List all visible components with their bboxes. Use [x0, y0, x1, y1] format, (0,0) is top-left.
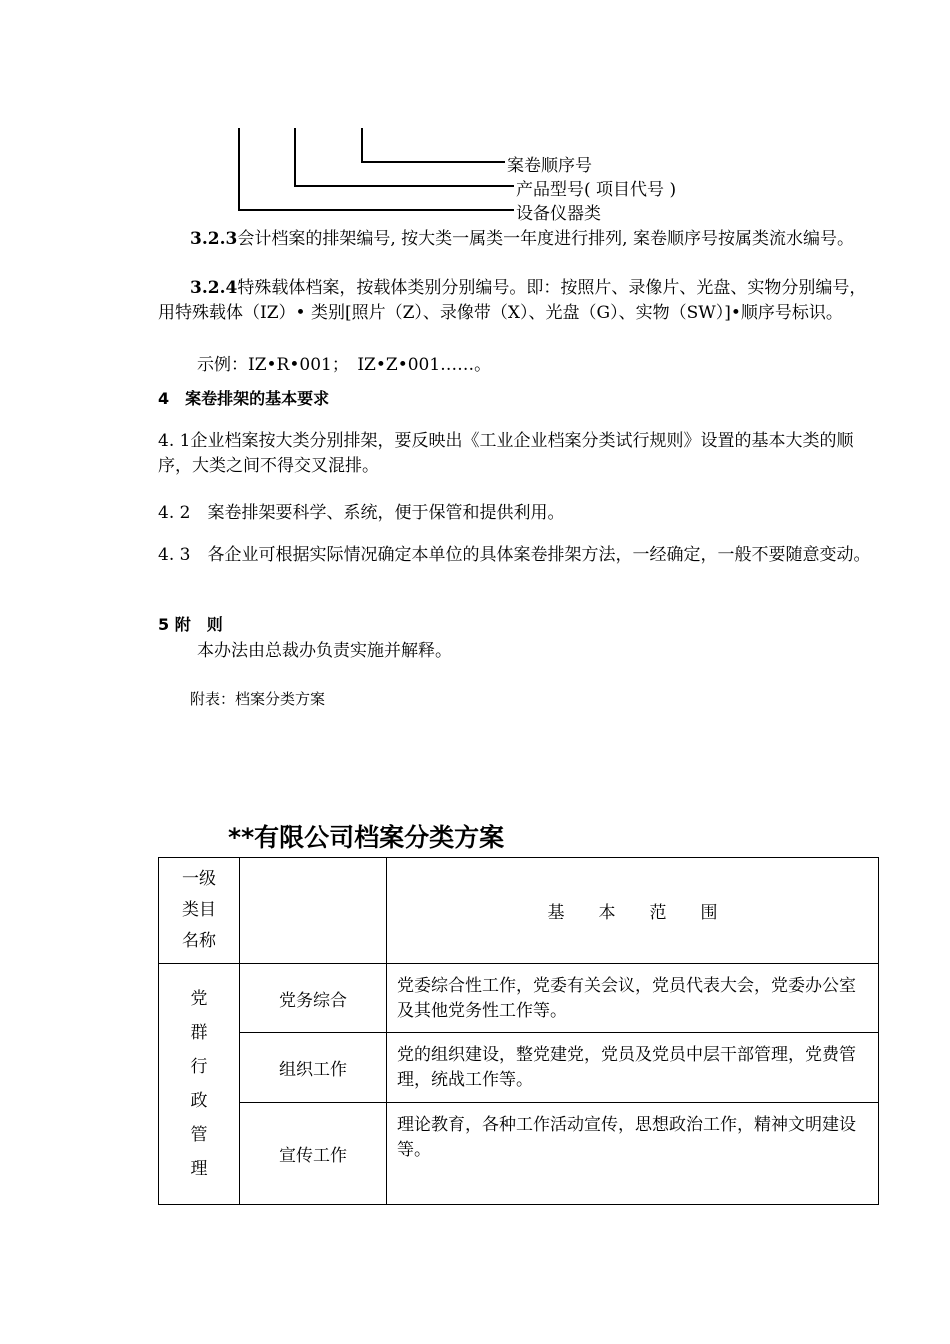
section-5-text: 本办法由总裁办负责实施并解释。 — [197, 641, 452, 661]
tree-vline-1 — [238, 128, 240, 210]
section-3-2-3-number: 3.2.3 — [190, 229, 238, 249]
row-scope: 党委综合性工作，党委有关会议，党员代表大会，党委办公室及其他党务性工作等。 — [387, 964, 879, 1033]
table-row — [159, 964, 879, 1033]
section-4-heading: 4 案卷排架的基本要求 — [158, 389, 330, 408]
tree-hline-1 — [361, 161, 505, 163]
section-4-3: 4. 3 各企业可根据实际情况确定本单位的具体案卷排架方法，一经确定，一般不要随意变动。 — [158, 545, 871, 565]
section-3-2-3 — [158, 227, 883, 252]
table-header-row — [159, 858, 879, 964]
row-scope: 党的组织建设，整党建党，党员及党员中层干部管理，党费管理，统战工作等。 — [387, 1033, 879, 1103]
tree-hline-3 — [238, 209, 514, 211]
section-4-2: 4. 2 案卷排架要科学、系统，便于保管和提供利用。 — [158, 503, 565, 523]
tree-vline-3 — [361, 128, 363, 162]
header-category-name: 一级 类目 名称 — [159, 858, 240, 964]
appendix-note: 附表：档案分类方案 — [190, 690, 326, 708]
tree-label-product-model: 产品型号( 项目代号 ) — [516, 180, 677, 200]
tree-vline-2 — [294, 128, 296, 186]
row-name: 宣传工作 — [240, 1103, 387, 1205]
tree-label-sequence: 案卷顺序号 — [507, 156, 592, 176]
section-3-2-3-text: 会计档案的排架编号, 按大类一属类一年度进行排列, 案卷顺序号按属类流水编号。 — [237, 229, 854, 249]
tree-hline-2 — [294, 185, 514, 187]
section-4-1: 4. 1企业档案按大类分别排架，要反映出《工业企业档案分类试行规则》设置的基本大类的顺序，大类之间不得交叉混排。 — [158, 431, 854, 476]
header-basic-scope: 基 本 范 围 — [387, 858, 879, 964]
classification-table — [158, 857, 879, 1205]
table-row — [159, 1103, 879, 1205]
row-name: 组织工作 — [240, 1033, 387, 1103]
row-name: 党务综合 — [240, 964, 387, 1033]
header-empty-cell — [240, 858, 387, 964]
section-3-2-4 — [158, 276, 883, 326]
section-3-2-4-number: 3.2.4 — [190, 278, 238, 298]
row-scope: 理论教育，各种工作活动宣传，思想政治工作，精神文明建设等。 — [387, 1103, 879, 1205]
section-5-heading: 5 附 则 — [158, 615, 223, 634]
section-3-2-4-text: 特殊载体档案，按载体类别分别编号。即：按照片、录像片、光盘、实物分别编号，用特殊载体（IZ）• 类别[照片（Z）、录像带（X）、光盘（G）、实物（SW）]•顺序号标识。 — [158, 278, 867, 323]
table-title: **有限公司档案分类方案 — [228, 823, 505, 852]
section-3-2-4-example: 示例：IZ•R•001； IZ•Z•001……。 — [197, 355, 492, 375]
table-row — [159, 1033, 879, 1103]
tree-label-equipment: 设备仪器类 — [516, 204, 601, 224]
group-name-party-admin: 党 群 行 政 管 理 — [159, 964, 240, 1205]
